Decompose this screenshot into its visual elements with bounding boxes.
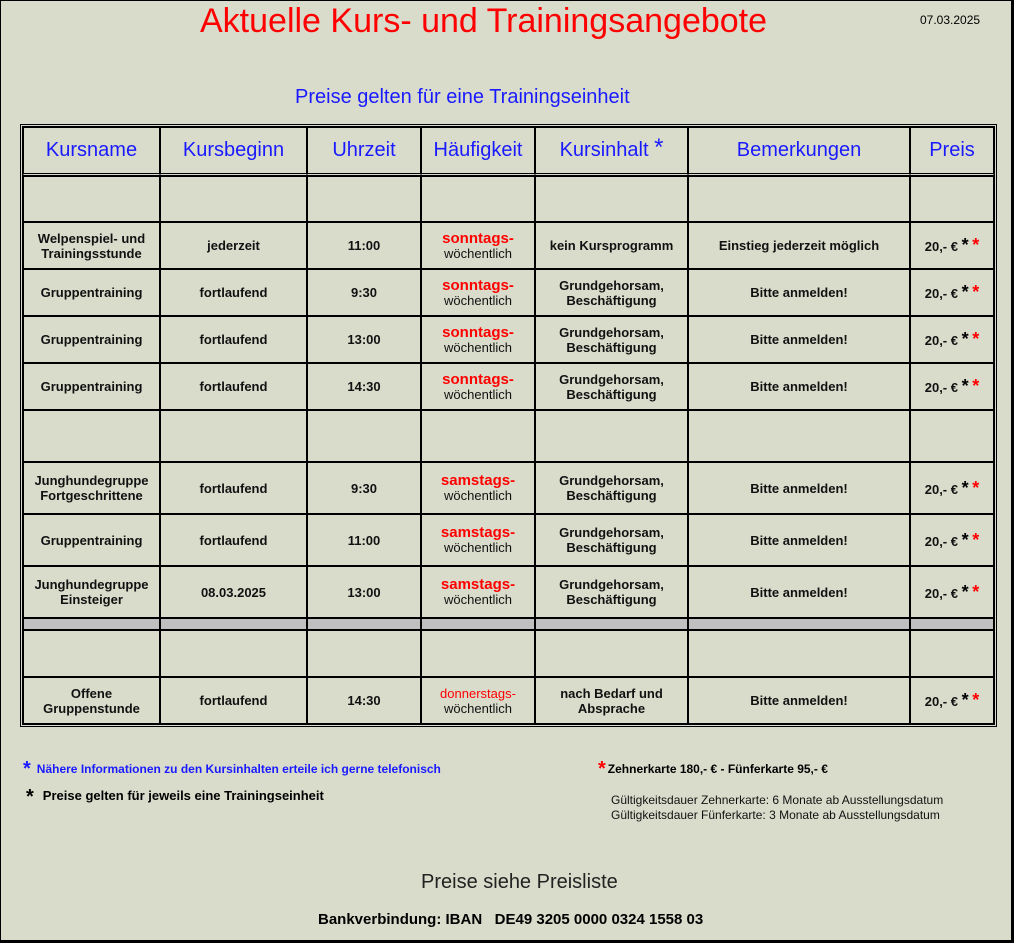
frequency-week: wöchentlich	[444, 339, 512, 355]
course-content-cell: Grundgehorsam, Beschäftigung	[535, 363, 688, 410]
table-row	[23, 677, 994, 724]
course-content-cell: Grundgehorsam, Beschäftigung	[535, 316, 688, 363]
course-frequency-cell	[421, 677, 535, 724]
empty-cell	[421, 410, 535, 462]
price-value: 20,- €	[924, 380, 958, 395]
price-star-black: *	[961, 529, 969, 550]
course-note-cell: Bitte anmelden!	[688, 363, 910, 410]
course-content-cell: kein Kursprogramm	[535, 222, 688, 269]
course-frequency-cell	[421, 363, 535, 410]
course-note-cell: Bitte anmelden!	[688, 566, 910, 618]
table-header-row	[23, 127, 994, 176]
empty-cell	[688, 176, 910, 222]
course-time-cell: 9:30	[307, 462, 421, 514]
info-note	[23, 758, 441, 781]
table-row	[23, 363, 994, 410]
price-star-red: *	[972, 282, 980, 302]
course-name-cell: Gruppentraining	[23, 269, 160, 316]
course-price-cell	[910, 462, 994, 514]
empty-cell	[307, 630, 421, 677]
price-value: 20,- €	[924, 239, 958, 254]
price-star-red: *	[972, 235, 980, 255]
frequency-day: sonntags-	[442, 229, 514, 247]
page-subtitle: Preise gelten für eine Trainingseinheit	[295, 86, 630, 108]
blue-star: *	[23, 758, 31, 780]
price-value: 20,- €	[924, 481, 958, 497]
empty-cell	[910, 410, 994, 462]
course-note-cell: Bitte anmelden!	[688, 677, 910, 724]
table-row	[23, 462, 994, 514]
frequency-day: sonntags-	[442, 370, 514, 388]
course-content-cell: Grundgehorsam, Beschäftigung	[535, 514, 688, 566]
course-frequency-cell	[421, 514, 535, 566]
price-star-black: *	[961, 282, 969, 302]
frequency-week: wöchentlich	[444, 488, 512, 503]
course-name-cell: Junghundegruppe Einsteiger	[23, 566, 160, 618]
empty-cell	[421, 618, 535, 630]
empty-cell	[160, 410, 307, 462]
col-header-begin: Kursbeginn	[160, 127, 307, 176]
price-value: 20,- €	[924, 694, 958, 709]
price-value: 20,- €	[924, 286, 958, 301]
validity-five: Gültigkeitsdauer Fünferkarte: 3 Monate ab Ausstellungsdatum	[611, 808, 940, 822]
spacer-row	[23, 630, 994, 677]
price-value: 20,- €	[924, 533, 958, 549]
price-star-red: *	[972, 581, 980, 602]
table-row	[23, 316, 994, 363]
price-star-black: *	[961, 581, 969, 602]
info-note-text: Nähere Informationen zu den Kursinhalten erteile ich gerne telefonisch	[36, 762, 441, 776]
empty-cell	[688, 630, 910, 677]
course-frequency-cell	[421, 566, 535, 618]
price-value: 20,- €	[924, 585, 958, 601]
red-star: *	[598, 758, 606, 780]
course-begin-cell: 08.03.2025	[160, 566, 307, 618]
col-header-name: Kursname	[23, 127, 160, 176]
course-frequency-cell	[421, 462, 535, 514]
frequency-day: samstags-	[440, 576, 516, 593]
col-header-time: Uhrzeit	[307, 127, 421, 176]
empty-cell	[160, 630, 307, 677]
course-price-cell	[910, 677, 994, 724]
spacer-row	[23, 176, 994, 222]
price-star-black: *	[961, 690, 969, 710]
empty-cell	[307, 618, 421, 630]
price-star-black: *	[961, 376, 969, 396]
page-title: Aktuelle Kurs- und Trainingsangebote	[200, 2, 768, 40]
col-header-notes: Bemerkungen	[688, 127, 910, 176]
price-value: 20,- €	[924, 333, 958, 348]
price-note-text: Preise gelten für jeweils eine Trainingseinheit	[42, 788, 324, 803]
validity-ten: Gültigkeitsdauer Zehnerkarte: 6 Monate ab Ausstellungsdatum	[611, 793, 944, 807]
price-star-black: *	[961, 477, 969, 498]
empty-cell	[535, 618, 688, 630]
price-star-red: *	[972, 690, 980, 710]
empty-cell	[23, 176, 160, 222]
col-header-content	[535, 127, 688, 176]
frequency-week: wöchentlich	[444, 700, 512, 716]
course-price-cell	[910, 363, 994, 410]
bank-details: Bankverbindung: IBAN DE49 3205 0000 0324 1558 03	[318, 911, 704, 928]
frequency-week: wöchentlich	[444, 386, 512, 402]
course-frequency-cell	[421, 222, 535, 269]
course-begin-cell: fortlaufend	[160, 514, 307, 566]
course-name-cell: Welpenspiel- und Trainingsstunde	[23, 222, 160, 269]
table-row	[23, 269, 994, 316]
empty-cell	[23, 410, 160, 462]
content-star: *	[654, 134, 664, 161]
frequency-week: wöchentlich	[444, 592, 512, 607]
course-note-cell: Bitte anmelden!	[688, 316, 910, 363]
empty-cell	[910, 630, 994, 677]
course-begin-cell: jederzeit	[160, 222, 307, 269]
table-body	[23, 176, 994, 724]
course-begin-cell: fortlaufend	[160, 316, 307, 363]
course-note-cell: Einstieg jederzeit möglich	[688, 222, 910, 269]
empty-cell	[23, 630, 160, 677]
empty-cell	[688, 618, 910, 630]
price-note	[26, 786, 324, 809]
price-star-red: *	[972, 329, 980, 349]
empty-cell	[307, 410, 421, 462]
course-name-cell: Gruppentraining	[23, 316, 160, 363]
pricelist-note: Preise siehe Preisliste	[421, 871, 618, 893]
course-time-cell: 14:30	[307, 677, 421, 724]
course-frequency-cell	[421, 316, 535, 363]
course-price-cell	[910, 222, 994, 269]
price-star-black: *	[961, 235, 969, 255]
frequency-week: wöchentlich	[444, 245, 512, 261]
spacer-row	[23, 410, 994, 462]
empty-cell	[535, 630, 688, 677]
empty-cell	[23, 618, 160, 630]
frequency-day: donnerstags-	[440, 685, 516, 701]
empty-cell	[535, 410, 688, 462]
validity-notes	[611, 793, 943, 823]
page-date: 07.03.2025	[920, 13, 981, 27]
cards-note-text: Zehnerkarte 180,- € - Fünferkarte 95,- €	[607, 762, 828, 776]
table-row	[23, 514, 994, 566]
empty-cell	[160, 618, 307, 630]
course-content-cell: Grundgehorsam, Beschäftigung	[535, 566, 688, 618]
empty-cell	[910, 176, 994, 222]
empty-cell	[307, 176, 421, 222]
course-table	[20, 124, 997, 727]
frequency-day: sonntags-	[442, 323, 514, 341]
course-begin-cell: fortlaufend	[160, 363, 307, 410]
course-name-cell: Gruppentraining	[23, 514, 160, 566]
course-name-cell: Gruppentraining	[23, 363, 160, 410]
cards-note	[598, 758, 828, 781]
price-star-red: *	[972, 376, 980, 396]
table-row	[23, 566, 994, 618]
course-note-cell: Bitte anmelden!	[688, 269, 910, 316]
course-time-cell: 13:00	[307, 566, 421, 618]
empty-cell	[910, 618, 994, 630]
course-time-cell: 11:00	[307, 514, 421, 566]
course-price-cell	[910, 514, 994, 566]
frequency-day: samstags-	[440, 472, 516, 489]
course-time-cell: 14:30	[307, 363, 421, 410]
price-star-red: *	[972, 477, 980, 498]
col-header-frequency: Häufigkeit	[421, 127, 535, 176]
black-star: *	[26, 786, 34, 808]
frequency-day: sonntags-	[442, 276, 514, 294]
course-time-cell: 13:00	[307, 316, 421, 363]
price-star-black: *	[961, 329, 969, 349]
frequency-week: wöchentlich	[444, 540, 512, 555]
table-row	[23, 222, 994, 269]
col-header-content-label: Kursinhalt	[559, 139, 649, 161]
empty-cell	[535, 176, 688, 222]
frequency-week: wöchentlich	[444, 292, 512, 308]
empty-cell	[421, 630, 535, 677]
course-name-cell: Offene Gruppenstunde	[23, 677, 160, 724]
course-time-cell: 11:00	[307, 222, 421, 269]
course-content-cell: nach Bedarf und Absprache	[535, 677, 688, 724]
course-price-cell	[910, 269, 994, 316]
course-note-cell: Bitte anmelden!	[688, 514, 910, 566]
course-frequency-cell	[421, 269, 535, 316]
empty-cell	[160, 176, 307, 222]
course-begin-cell: fortlaufend	[160, 677, 307, 724]
course-note-cell: Bitte anmelden!	[688, 462, 910, 514]
course-name-cell: Junghundegruppe Fortgeschrittene	[23, 462, 160, 514]
course-begin-cell: fortlaufend	[160, 269, 307, 316]
empty-cell	[688, 410, 910, 462]
empty-cell	[421, 176, 535, 222]
separator-row	[23, 618, 994, 630]
course-price-cell	[910, 566, 994, 618]
course-content-cell: Grundgehorsam, Beschäftigung	[535, 269, 688, 316]
course-begin-cell: fortlaufend	[160, 462, 307, 514]
course-time-cell: 9:30	[307, 269, 421, 316]
frequency-day: samstags-	[440, 524, 516, 541]
col-header-price: Preis	[910, 127, 994, 176]
price-star-red: *	[972, 529, 980, 550]
course-price-cell	[910, 316, 994, 363]
course-content-cell: Grundgehorsam, Beschäftigung	[535, 462, 688, 514]
